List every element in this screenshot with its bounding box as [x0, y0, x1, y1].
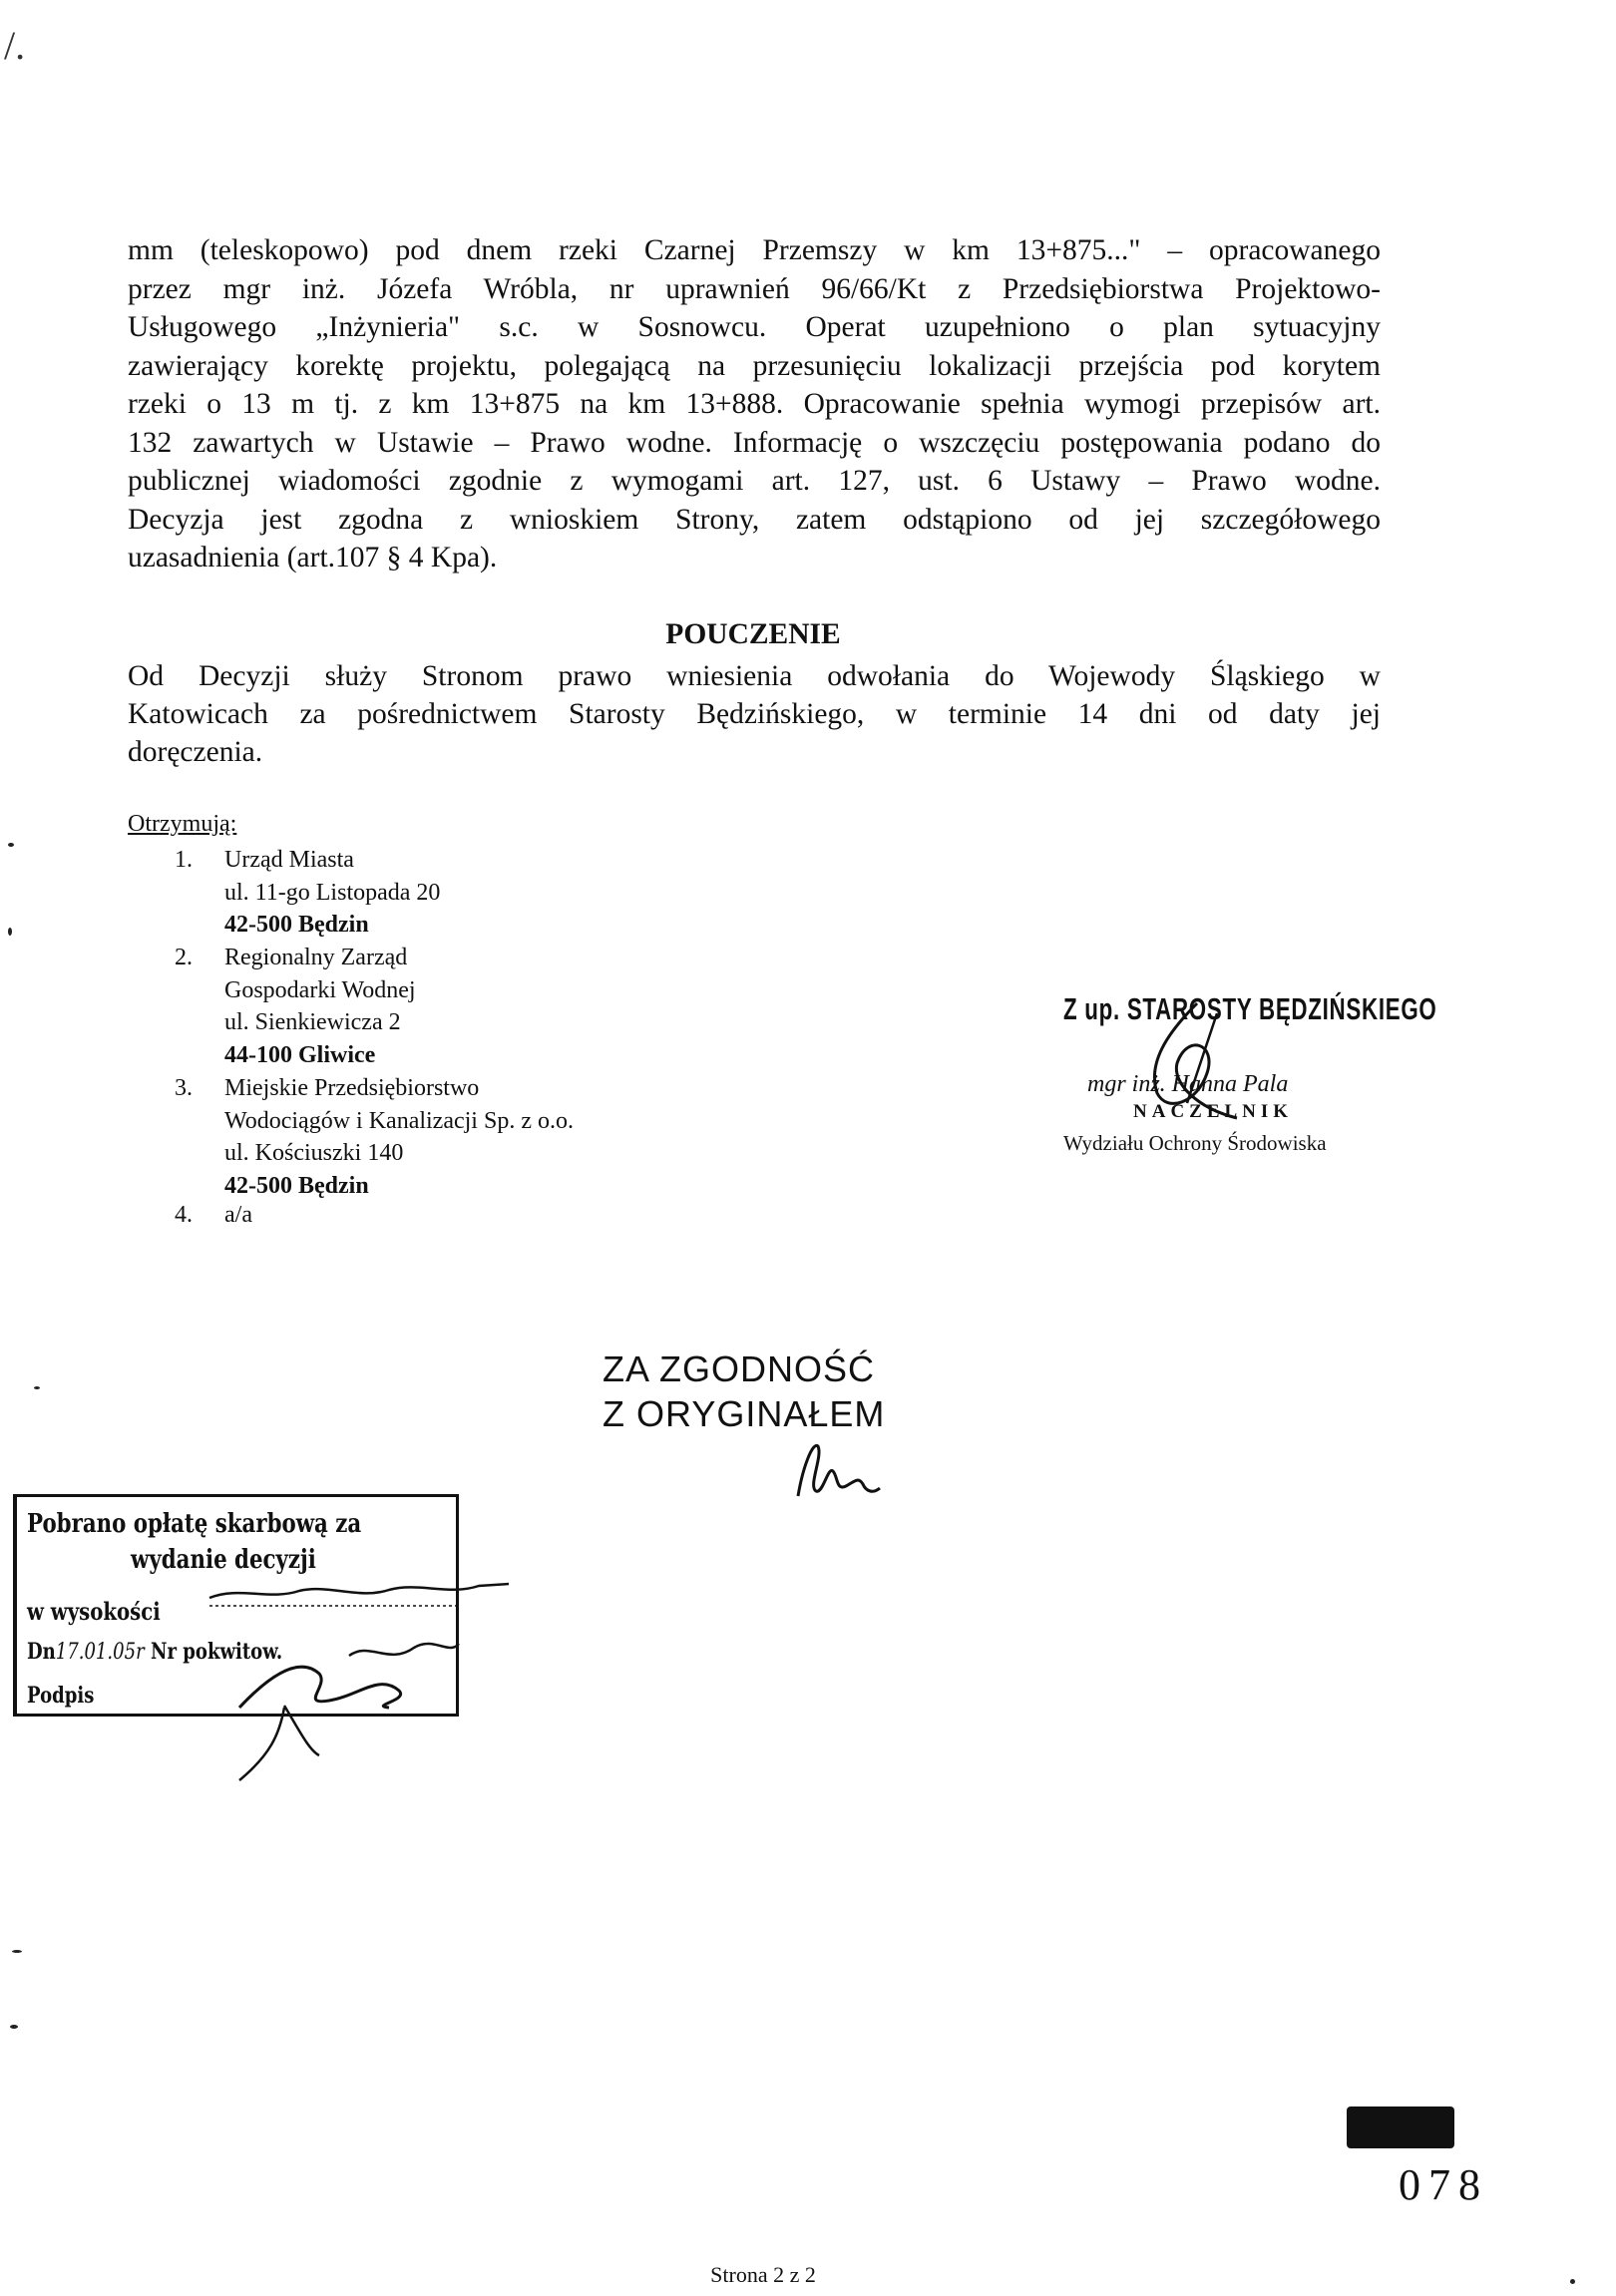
body-paragraph-line: publicznej wiadomości zgodnie z wymogami art. 127, ust. 6 Ustawy – Prawo wodne.	[128, 465, 1381, 497]
recipient-address-line: Wodociągów i Kanalizacji Sp. z o.o.	[224, 1107, 574, 1134]
certification-line-1: ZA ZGODNOŚĆ	[603, 1348, 876, 1389]
recipient-address-line: Miejskie Przedsiębiorstwo	[224, 1075, 480, 1101]
appeal-instruction-paragraph	[128, 657, 1381, 771]
recipient-postal-city: 42-500 Będzin	[224, 912, 369, 938]
recipient-address-line: ul. Sienkiewicza 2	[224, 1009, 401, 1035]
signatory-name: mgr inż. Hanna Pala	[1087, 1071, 1289, 1097]
fee-stamp-receipt-label: Nr pokwitow.	[151, 1639, 283, 1665]
appeal-instruction-line: Katowicach za pośrednictwem Starosty Będzińskiego, w terminie 14 dni od daty jej	[128, 698, 1381, 730]
fee-stamp-line-3: w wysokości	[27, 1597, 161, 1626]
recipient-address-line: a/a	[224, 1202, 252, 1228]
fee-stamp-date-prefix: Dn	[27, 1639, 56, 1665]
scan-speck	[10, 2025, 18, 2029]
redaction-bar	[1347, 2106, 1454, 2148]
recipient-postal-city: 44-100 Gliwice	[224, 1041, 376, 1068]
body-paragraph-line: Usługowego „Inżynieria" s.c. w Sosnowcu. Operat uzupełniono o plan sytuacyjny	[128, 311, 1381, 343]
appeal-instruction-line: Od Decyzji służy Stronom prawo wniesienia odwołania do Wojewody Śląskiego w	[128, 660, 1381, 692]
scan-speck	[12, 1950, 22, 1953]
fee-stamp-line-2: wydanie decyzji	[131, 1545, 316, 1575]
scan-speck	[8, 843, 14, 847]
recipient-address-line: ul. Kościuszki 140	[224, 1140, 404, 1166]
recipient-number: 1.	[175, 847, 193, 873]
body-paragraph-line: mm (teleskopowo) pod dnem rzeki Czarnej Przemszy w km 13+875..." – opracowanego	[128, 234, 1381, 266]
signature-office-stamp: Z up. STAROSTY BĘDZIŃSKIEGO	[1063, 991, 1437, 1026]
scan-speck	[8, 928, 12, 936]
recipient-address-line: ul. 11-go Listopada 20	[224, 879, 441, 906]
body-paragraph-line: uzasadnienia (art.107 § 4 Kpa).	[128, 542, 498, 574]
body-paragraph-line: rzeki o 13 m tj. z km 13+875 na km 13+888. Opracowanie spełnia wymogi przepisów art.	[128, 388, 1381, 420]
body-paragraph-line: przez mgr inż. Józefa Wróbla, nr uprawnień 96/66/Kt z Przedsiębiorstwa Projektowo-	[128, 272, 1381, 305]
section-heading: POUCZENIE	[665, 618, 841, 650]
signatory-department: Wydziału Ochrony Środowiska	[1063, 1131, 1327, 1155]
certification-initials	[788, 1436, 888, 1506]
recipient-address-line: Gospodarki Wodnej	[224, 976, 416, 1003]
scan-speck	[1570, 2279, 1575, 2284]
body-paragraph-line: Decyzja jest zgodna z wnioskiem Strony, zatem odstąpiono od jej szczegółowego	[128, 503, 1381, 536]
body-paragraph-line: 132 zawartych w Ustawie – Prawo wodne. Informację o wszczęciu postępowania podano do	[128, 426, 1381, 459]
recipient-address-line: Urząd Miasta	[224, 847, 354, 873]
body-paragraph-line: zawierający korektę projektu, polegającą na przesunięciu lokalizacji przejścia pod korytem	[128, 349, 1381, 382]
fee-stamp-date: 17.01.05r	[55, 1640, 145, 1665]
recipient-postal-city: 42-500 Będzin	[224, 1172, 369, 1199]
recipient-number: 2.	[175, 945, 193, 970]
page-footer: Strona 2 z 2	[710, 2262, 816, 2287]
fee-stamp-line-1: Pobrano opłatę skarbową za	[27, 1509, 362, 1539]
corner-mark: /.	[4, 23, 26, 68]
signatory-title: NACZELNIK	[1133, 1101, 1294, 1122]
appeal-instruction-line: doręczenia.	[128, 736, 263, 768]
recipients-label: Otrzymują:	[128, 811, 237, 837]
recipient-number: 4.	[175, 1202, 193, 1228]
scan-speck	[34, 1386, 40, 1389]
page-code: 078	[1399, 2160, 1488, 2209]
recipient-address-line: Regionalny Zarząd	[224, 945, 408, 970]
fee-stamp-line-5: Podpis	[27, 1683, 95, 1709]
body-paragraph	[128, 231, 1381, 577]
fee-stamp-handwriting	[190, 1556, 549, 1795]
recipient-number: 3.	[175, 1075, 193, 1101]
certification-line-2: Z ORYGINAŁEM	[603, 1393, 886, 1434]
certification-stamp	[603, 1346, 885, 1436]
